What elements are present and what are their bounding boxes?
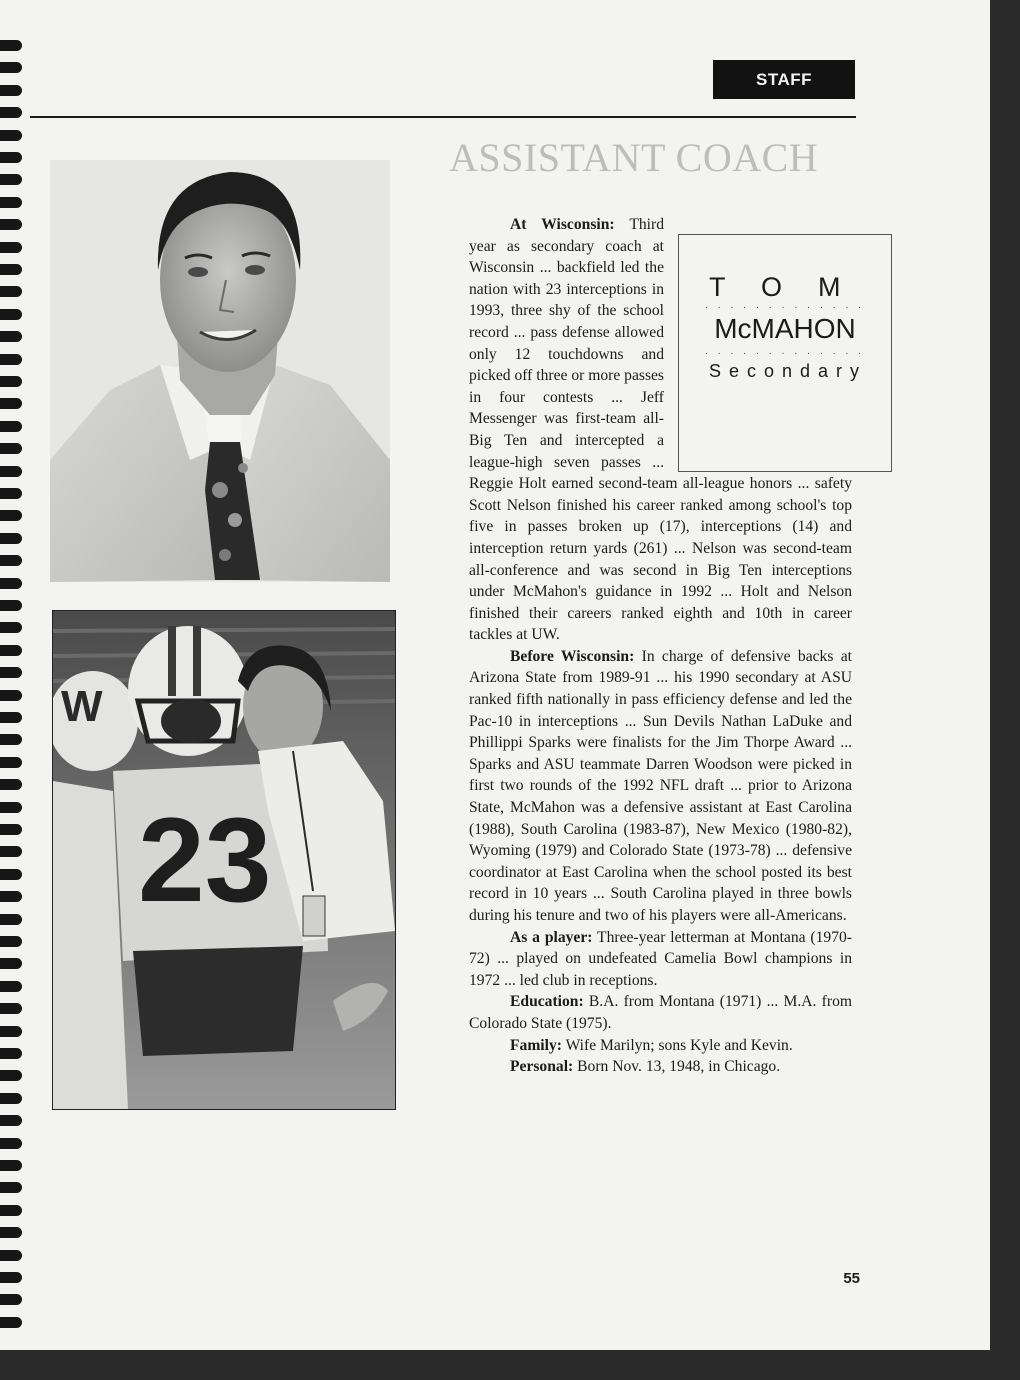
spiral-coil: [0, 152, 22, 163]
spiral-coil: [0, 1115, 22, 1126]
spiral-coil: [0, 510, 22, 521]
spiral-coil: [0, 622, 22, 633]
spiral-coil: [0, 734, 22, 745]
spiral-coil: [0, 846, 22, 857]
spiral-coil: [0, 914, 22, 925]
spiral-coil: [0, 219, 22, 230]
spiral-coil: [0, 242, 22, 253]
spiral-coil: [0, 757, 22, 768]
last-name: McMAHON: [714, 312, 856, 344]
spiral-coil: [0, 981, 22, 992]
spiral-coil: [0, 62, 22, 73]
spiral-coil: [0, 354, 22, 365]
spiral-coil: [0, 398, 22, 409]
bio-text: [469, 214, 877, 1078]
section-tab: STAFF: [713, 60, 855, 99]
spiral-coil: [0, 533, 22, 544]
spiral-coil: [0, 1138, 22, 1149]
practice-photo: [52, 610, 396, 1110]
page-title: ASSISTANT COACH: [449, 135, 819, 180]
spiral-coil: [0, 645, 22, 656]
spiral-coil: [0, 936, 22, 947]
spiral-coil: [0, 1294, 22, 1305]
spiral-coil: [0, 443, 22, 454]
bio-paragraph-personal: Personal: Born Nov. 13, 1948, in Chicago.: [510, 1058, 781, 1076]
spiral-coil: [0, 1250, 22, 1261]
first-name: TOM: [709, 272, 877, 302]
page-number: 55: [843, 1270, 860, 1287]
spiral-coil: [0, 376, 22, 387]
bio-paragraph-wisconsin: At Wisconsin: Third year as secondary coach at Wisconsin ... backfield led the nation with 23 interceptions in 1993, three shy of the school record ... pass defense allowed only 12 touchdowns and picked off three or more passes in four contests ... Jeff Messenger was first-team all-Big Ten and intercepted a league-high seven passes ... Reggie Holt earned second-team all-league honors ... safety Scott Nelson finished his career ranked among school's top five in passes broken up (17), interceptions (14) and interception return yards (261) ... Nelson was second-team all-conference and was second in Big Ten interceptions under McMahon's guidance in 1992 ... Holt and Nelson finished their careers ranked eighth and 10th in career tackles at UW.: [469, 216, 852, 644]
spiral-coil: [0, 130, 22, 141]
spiral-coil: [0, 331, 22, 342]
spiral-coil: [0, 690, 22, 701]
spiral-coil: [0, 555, 22, 566]
dot-divider-top: .............: [704, 299, 872, 311]
spiral-coil: [0, 869, 22, 880]
spiral-coil: [0, 1317, 22, 1328]
bio-paragraph-education: Education: B.A. from Montana (1971) ... M.A. from Colorado State (1975).: [469, 993, 852, 1032]
spiral-coil: [0, 85, 22, 96]
spiral-coil: [0, 824, 22, 835]
spiral-coil: [0, 107, 22, 118]
bio-paragraph-family: Family: Wife Marilyn; sons Kyle and Kevin.: [510, 1036, 793, 1054]
spiral-coil: [0, 197, 22, 208]
position: Secondary: [708, 360, 868, 381]
spiral-coil: [0, 286, 22, 297]
header-rule: [30, 116, 856, 118]
spiral-coil: [0, 421, 22, 432]
spiral-coil: [0, 712, 22, 723]
svg-text:W: W: [61, 682, 103, 731]
spiral-coil: [0, 1048, 22, 1059]
spiral-coil: [0, 779, 22, 790]
spiral-coil: [0, 309, 22, 320]
spiral-binding: [0, 40, 26, 1330]
dot-divider-bottom: .............: [704, 345, 872, 357]
spiral-coil: [0, 1205, 22, 1216]
spiral-coil: [0, 1227, 22, 1238]
spiral-coil: [0, 1003, 22, 1014]
spiral-coil: [0, 1272, 22, 1283]
spiral-coil: [0, 1182, 22, 1193]
spiral-coil: [0, 958, 22, 969]
name-box: [678, 234, 892, 472]
spiral-coil: [0, 40, 22, 51]
spiral-coil: [0, 578, 22, 589]
bio-paragraph-player: As a player: Three-year letterman at Montana (1970-72) ... played on undefeated Camelia Bowl champions in 1972 ... led club in receptions.: [469, 928, 853, 989]
spiral-coil: [0, 802, 22, 813]
spiral-coil: [0, 1160, 22, 1171]
coach-portrait-photo: [50, 160, 390, 582]
spiral-coil: [0, 264, 22, 275]
spiral-coil: [0, 488, 22, 499]
spiral-coil: [0, 1093, 22, 1104]
spiral-coil: [0, 1026, 22, 1037]
spiral-coil: [0, 667, 22, 678]
spiral-coil: [0, 466, 22, 477]
spiral-coil: [0, 600, 22, 611]
bio-paragraph-before-wisconsin: Before Wisconsin: In charge of defensive backs at Arizona State from 1989-91 ... his 1990 secondary at ASU ranked fifth nationally in pass efficiency defense and led the Pac-10 in interceptions ... Sun Devils Nathan LaDuke and Phillippi Sparks were finalists for the Jim Thorpe Award ... Sparks and ASU teammate Darren Woodson were picked in first two rounds of the 1992 NFL draft ... prior to Arizona State, McMahon was a defensive assistant at East Carolina (1988), South Carolina (1983-87), New Mexico (1980-82), Wyoming (1979) and Colorado State (1973-78) ... defensive coordinator at East Carolina when the school posted its best record in 10 years ... South Carolina played in three bowls during his tenure and two of his players were all-Americans.: [469, 647, 853, 924]
jersey-number: 23: [138, 793, 272, 927]
spiral-coil: [0, 174, 22, 185]
spiral-coil: [0, 1070, 22, 1081]
spiral-coil: [0, 891, 22, 902]
